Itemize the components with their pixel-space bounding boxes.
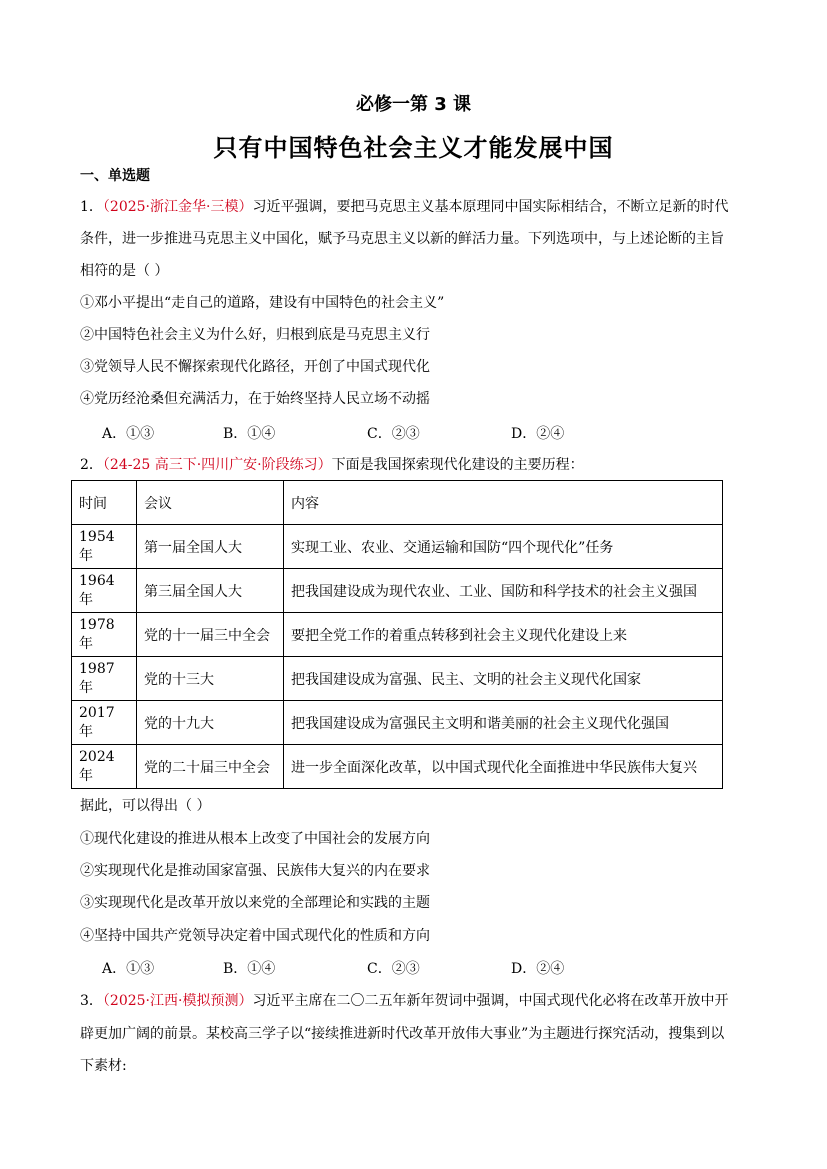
table-cell-meeting: 党的十一届三中全会 bbox=[137, 613, 284, 657]
table-cell-content: 要把全党工作的着重点转移到社会主义现代化建设上来 bbox=[284, 613, 723, 657]
q2-item-2: ②实现现代化是推动国家富强、民族伟大复兴的内在要求 bbox=[80, 863, 430, 879]
q2-option-d[interactable]: D．②④ bbox=[511, 961, 565, 977]
table-cell-meeting: 党的十三大 bbox=[137, 657, 284, 701]
table-cell-year: 2017 年 bbox=[72, 701, 137, 745]
page-title: 只有中国特色社会主义才能发展中国 bbox=[213, 134, 614, 162]
q2-stem-line-1 bbox=[80, 454, 584, 474]
q2-item-1: ①现代化建设的推进从根本上改变了中国社会的发展方向 bbox=[80, 831, 430, 847]
q2-item-4: ④坚持中国共产党领导决定着中国式现代化的性质和方向 bbox=[80, 928, 430, 944]
q1-option-a[interactable]: A．①③ bbox=[102, 426, 155, 442]
table-cell-content: 把我国建设成为现代农业、工业、国防和科学技术的社会主义强国 bbox=[284, 569, 723, 613]
q1-item-1: ①邓小平提出“走自己的道路，建设有中国特色的社会主义” bbox=[80, 295, 445, 311]
table-row bbox=[72, 569, 723, 613]
table-cell-year: 1954 年 bbox=[72, 525, 137, 569]
q3-source: （2025·江西·模拟预测） bbox=[102, 993, 253, 1009]
table-cell-content: 把我国建设成为富强、民主、文明的社会主义现代化国家 bbox=[284, 657, 723, 701]
table-cell-year: 1978 年 bbox=[72, 613, 137, 657]
q1-stem-line-1 bbox=[80, 196, 728, 216]
q3-number: 3． bbox=[80, 993, 103, 1009]
q1-option-b[interactable]: B．①④ bbox=[223, 426, 276, 442]
table-row bbox=[72, 701, 723, 745]
q2-intro: 下面是我国探索现代化建设的主要历程： bbox=[331, 457, 584, 473]
q1-item-2: ②中国特色社会主义为什么好，归根到底是马克思主义行 bbox=[80, 327, 430, 343]
table-cell-content: 把我国建设成为富强民主文明和谐美丽的社会主义现代化强国 bbox=[284, 701, 723, 745]
table-cell-meeting: 党的十九大 bbox=[137, 701, 284, 745]
table-cell-meeting: 第三届全国人大 bbox=[137, 569, 284, 613]
section-heading: 一、单选题 bbox=[80, 168, 150, 184]
q2-item-3: ③实现现代化是改革开放以来党的全部理论和实践的主题 bbox=[80, 895, 430, 911]
table-cell-year: 2024 年 bbox=[72, 745, 137, 789]
table-header-cell: 内容 bbox=[284, 481, 723, 525]
q1-stem-text-1: 习近平强调，要把马克思主义基本原理同中国实际相结合，不断立足新的时代 bbox=[252, 199, 729, 215]
q1-option-d[interactable]: D．②④ bbox=[511, 426, 565, 442]
q3-stem-line-2: 辟更加广阔的前景。某校高三学子以“接续推进新时代改革开放伟大事业”为主题进行探究活动，搜集到以 bbox=[80, 1026, 725, 1042]
q1-item-4: ④党历经沧桑但充满活力，在于始终坚持人民立场不动摇 bbox=[80, 391, 430, 407]
q3-stem-text-1: 习近平主席在二〇二五年新年贺词中强调，中国式现代化必将在改革开放中开 bbox=[252, 993, 729, 1009]
q1-stem-line-3: 相符的是（ ） bbox=[80, 263, 169, 279]
table-cell-year: 1964 年 bbox=[72, 569, 137, 613]
table-row bbox=[72, 613, 723, 657]
history-table bbox=[71, 480, 723, 789]
table-cell-content: 实现工业、农业、交通运输和国防“四个现代化”任务 bbox=[284, 525, 723, 569]
q3-stem-line-3: 下素材: bbox=[80, 1058, 127, 1074]
table-row bbox=[72, 657, 723, 701]
table-header-cell: 会议 bbox=[137, 481, 284, 525]
q1-source: （2025·浙江金华·三模） bbox=[102, 199, 253, 215]
q1-item-3: ③党领导人民不懈探索现代化路径，开创了中国式现代化 bbox=[80, 359, 430, 375]
table-row bbox=[72, 525, 723, 569]
q2-option-b[interactable]: B．①④ bbox=[223, 961, 276, 977]
table-cell-meeting: 第一届全国人大 bbox=[137, 525, 284, 569]
table-header-row bbox=[72, 481, 723, 525]
q2-option-a[interactable]: A．①③ bbox=[102, 961, 155, 977]
q2-conclusion: 据此，可以得出（ ） bbox=[80, 798, 211, 814]
q2-option-c[interactable]: C．②③ bbox=[367, 961, 420, 977]
table-cell-meeting: 党的二十届三中全会 bbox=[137, 745, 284, 789]
q1-option-c[interactable]: C．②③ bbox=[367, 426, 420, 442]
q3-stem-line-1 bbox=[80, 990, 728, 1010]
q2-source: （24-25 高三下·四川广安·阶段练习） bbox=[102, 457, 332, 473]
table-cell-content: 进一步全面深化改革，以中国式现代化全面推进中华民族伟大复兴 bbox=[284, 745, 723, 789]
q1-stem-line-2: 条件，进一步推进马克思主义中国化，赋予马克思主义以新的鲜活力量。下列选项中，与上述论断的主旨 bbox=[80, 231, 724, 247]
table-header-cell: 时间 bbox=[72, 481, 137, 525]
q1-number: 1． bbox=[80, 199, 103, 215]
table-row bbox=[72, 745, 723, 789]
q2-number: 2． bbox=[80, 457, 103, 473]
table-cell-year: 1987 年 bbox=[72, 657, 137, 701]
lesson-heading: 必修一第 3 课 bbox=[355, 94, 472, 115]
